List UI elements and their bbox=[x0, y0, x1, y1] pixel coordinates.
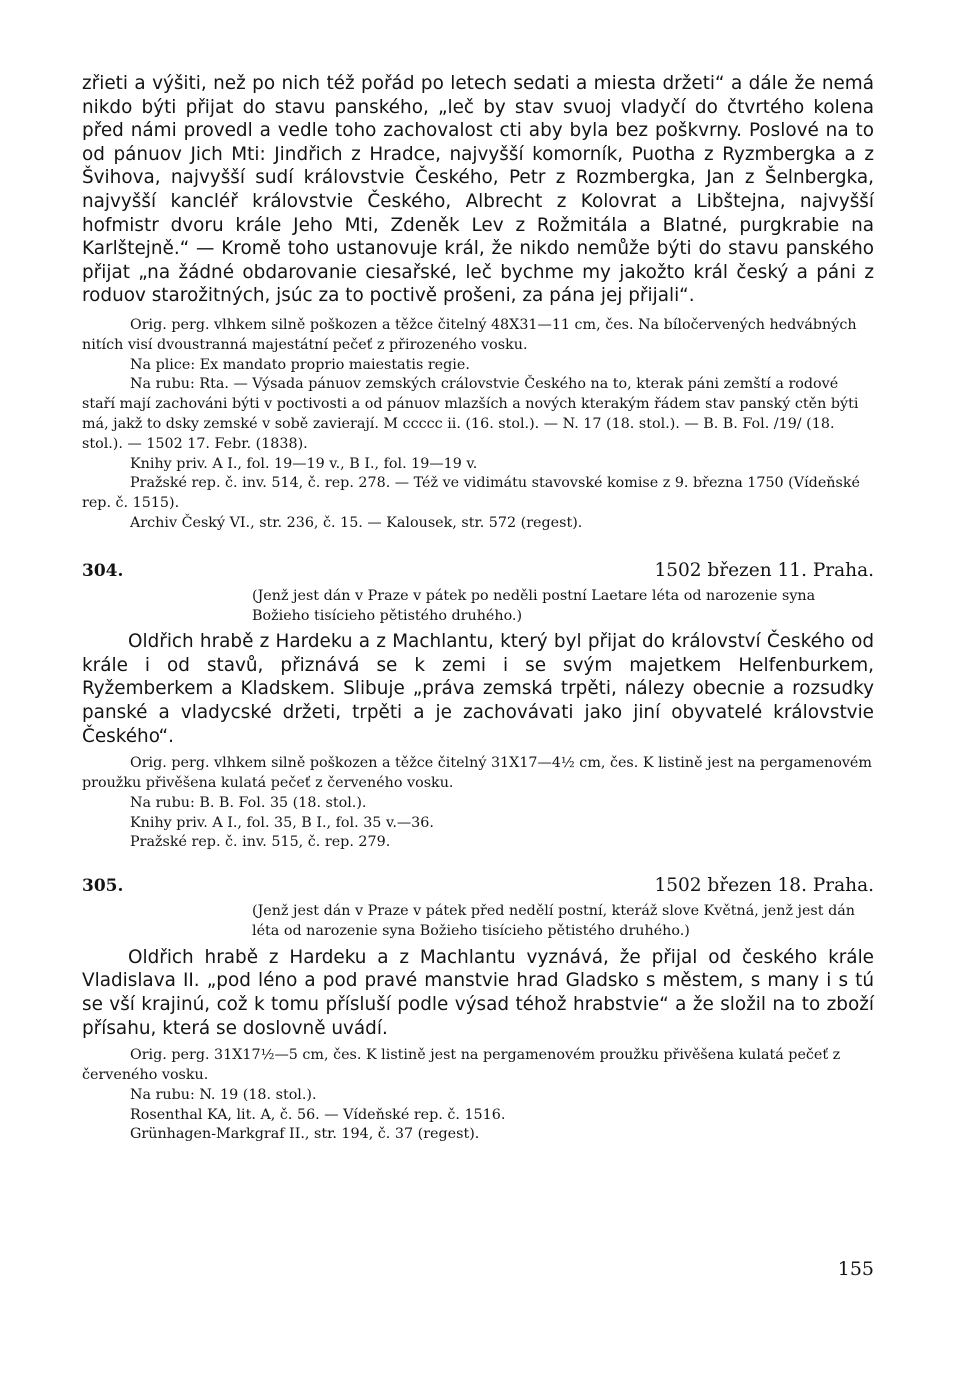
note-regest: Grünhagen-Markgraf II., str. 194, č. 37 (regest). bbox=[130, 1126, 480, 1143]
note-repertory: Pražské rep. č. inv. 514, č. rep. 278. — Též ve vidimátu stavovské komise z 9. března 1750 (Vídeňské rep. č. 1515). bbox=[82, 475, 860, 512]
entry-number: 304. bbox=[82, 560, 124, 581]
entry-date: 1502 březen 18. Praha. bbox=[654, 875, 874, 897]
entry-notes bbox=[82, 1046, 874, 1145]
note-original: Orig. perg. 31X17½—5 cm, čes. K listině jest na pergamenovém proužku přivěšena kulatá pečeť z červeného vosku. bbox=[82, 1047, 841, 1084]
page-number: 155 bbox=[837, 1258, 874, 1280]
entry-paragraph: Oldřich hrabě z Hardeku a z Machlantu vyznává, že přijal od českého krále Vladislava II. „pod léno a pod pravé manstvie hrad Gladsko s městem, s many i s tú se vší krajinú, což k tomu přísluší podle výsad téhož hrabstvie“ a že složil na to zboží přísahu, která se doslovně uvádí. bbox=[82, 946, 874, 1039]
entry-header bbox=[82, 875, 874, 896]
note-repertory: Pražské rep. č. inv. 515, č. rep. 279. bbox=[130, 834, 391, 851]
note-original: Orig. perg. vlhkem silně poškozen a těžce čitelný 48X31—11 cm, čes. Na bíločervených hedvábných nitích visí dvoustranná majestátní pečeť z přirozeného vosku. bbox=[82, 316, 857, 353]
entry-heading-note: (Jenž jest dán v Praze v pátek po neděli postní Laetare léta od narozenie syna Božieho tisícieho pětistého druhého.) bbox=[252, 587, 816, 624]
entry-heading-note: (Jenž jest dán v Praze v pátek před nedělí postní, kteráž slove Květná, jenž jest dán léta od narozenie syna Božieho tisícieho pětistého druhého.) bbox=[252, 903, 855, 940]
entry-paragraph: Oldřich hrabě z Hardeku a z Machlantu, který byl přijat do království Českého od krále i od stavů, přiznává se k zemi i se svým majetkem Helfenburkem, Ryžemberkem a Kladskem. Slibuje „práva zemská trpěti, nálezy obecnie a rozsudky panské a vladycské držeti, trpěti a je zachovávati jako jiní obyvatelé královstvie Českého“. bbox=[82, 631, 874, 747]
note-books: Knihy priv. A I., fol. 19—19 v., B I., fol. 19—19 v. bbox=[130, 455, 478, 472]
entry-header bbox=[82, 560, 874, 581]
note-literature: Rosenthal KA, lit. A, č. 56. — Vídeňské rep. č. 1516. bbox=[130, 1106, 506, 1123]
note-dorsal: Na rubu: B. B. Fol. 35 (18. stol.). bbox=[130, 794, 367, 811]
entry-number: 305. bbox=[82, 876, 124, 897]
note-original: Orig. perg. vlhkem silně poškozen a těžce čitelný 31X17—4½ cm, čes. K listině jest na pergamenovém proužku přivěšena kulatá pečeť z červeného vosku. bbox=[82, 755, 872, 792]
entry-date: 1502 březen 11. Praha. bbox=[654, 559, 874, 581]
note-plica: Na plice: Ex mandato proprio maiestatis regie. bbox=[130, 356, 470, 373]
intro-notes bbox=[82, 316, 874, 534]
entry-304 bbox=[82, 560, 874, 854]
entry-notes bbox=[82, 754, 874, 853]
document-page bbox=[82, 72, 874, 1145]
note-archive: Archiv Český VI., str. 236, č. 15. — Kalousek, str. 572 (regest). bbox=[130, 514, 583, 531]
note-dorsal: Na rubu: N. 19 (18. stol.). bbox=[130, 1086, 317, 1103]
note-dorsal: Na rubu: Rta. — Výsada pánuov zemských crálovstvie Českého na to, kterak páni zemští a rodové staří mají zachováni býti v poctivosti a od pánuov mlazších a nových kterakým řádem stav panský ctěn býti má, jakž to dsky zemské v sobě zavierají. M ccccc ii. (16. stol.). — N. 17 (18. stol.). — B. B. Fol. /19/ (18. stol.). — 1502 17. Febr. (1838). bbox=[82, 376, 859, 452]
note-books: Knihy priv. A I., fol. 35, B I., fol. 35 v.—36. bbox=[130, 814, 434, 831]
intro-paragraph: zřieti a výšiti, než po nich též pořád po letech sedati a miesta držeti“ a dále že nemá nikdo býti přijat do stavu panského, „leč by stav svuoj vladyčí do čtvrtého kolena před námi provedl a vedle toho zachovalost cti aby byla bez poškvrny. Poslové na to od pánuov Jich Mti: Jindřich z Hradce, najvyšší komorník, Puotha z Ryzmbergka a z Švihova, najvyšší sudí královstvie Českého, Petr z Rozmbergka, Jan z Šelnbergka, najvyšší kancléř královstvie Českého, Albrecht z Kolovrat a Libštejna, najvyšší hofmistr dvoru krále Jeho Mti, Zdeněk Lev z Rožmitála a Blatné, purgkrabie na Karlštejně.“ — Kromě toho ustanovuje král, že nikdo nemůže býti do stavu panského přijat „na žádné obdarovanie ciesařské, leč bychme my jakožto král český a páni z roduov starožitných, jsúc za to poctivě prošeni, za pána jej přijali“. bbox=[82, 73, 874, 307]
entry-305 bbox=[82, 875, 874, 1145]
